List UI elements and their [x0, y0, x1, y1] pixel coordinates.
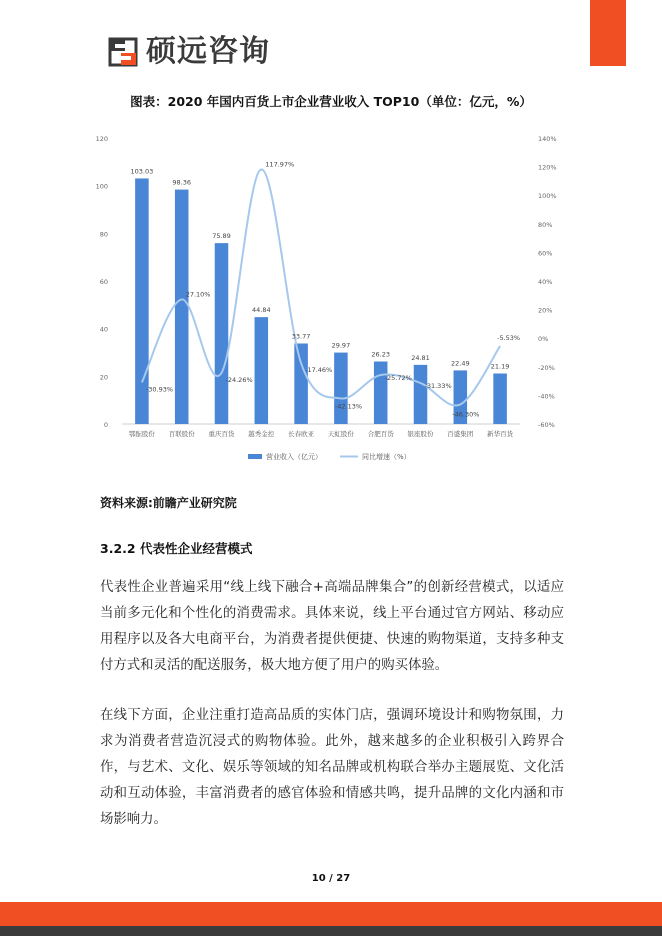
brand-s-logo-icon [108, 37, 138, 67]
revenue-data-label: 103.03 [130, 167, 154, 176]
revenue-data-label: 22.49 [450, 359, 470, 368]
y-left-tick-label: 60 [99, 278, 108, 286]
legend-revenue-label: 营业收入（亿元） [266, 453, 322, 461]
brand-name: 硕远咨询 [146, 34, 270, 69]
growth-data-label: -5.53% [497, 334, 521, 343]
revenue-data-label: 24.81 [411, 353, 430, 362]
revenue-bar [493, 373, 507, 424]
revenue-data-label: 26.23 [371, 350, 391, 359]
y-right-tick-label: 20% [538, 306, 553, 315]
revenue-data-label: 33.77 [291, 332, 311, 341]
y-right-tick-label: -60% [538, 421, 555, 429]
revenue-data-label: 98.36 [172, 178, 192, 187]
y-right-tick-label: -40% [538, 392, 555, 401]
chart-source: 资料来源:前瞻产业研究院 [100, 496, 237, 510]
paragraph-offline-stores: 在线下方面，企业注重打造高品质的实体门店，强调环境设计和购物氛围，力求为消费者营造沉浸式的购物体验。此外，越来越多的企业积极引入跨界合作，与艺术、文化、娱乐等领域的知名品牌或机构联合举办主题展览、文化活动和互动体验，丰富消费者的感官体验和情感共鸣，提升品牌的文化内涵和市场影响力。 [100, 708, 564, 827]
revenue-data-label: 21.19 [490, 362, 510, 371]
y-right-tick-label: 140% [538, 135, 557, 143]
page-number: 10 / 27 [311, 873, 351, 884]
legend-revenue-swatch [248, 454, 262, 459]
growth-data-label: -46.30% [452, 410, 480, 419]
x-category-label: 合肥百货 [367, 430, 394, 438]
x-category-label: 百联股份 [168, 430, 195, 438]
revenue-data-label: 75.89 [212, 232, 231, 241]
revenue-bar [255, 317, 269, 424]
y-right-tick-label: 60% [538, 249, 553, 258]
x-category-label: 重庆百货 [208, 430, 235, 438]
revenue-data-label: 29.97 [331, 341, 351, 350]
x-category-label: 越秀金控 [248, 430, 275, 438]
paragraph-online-offline-model: 代表性企业普遍采用“线上线下融合+高端品牌集合”的创新经营模式，以适应当前多元化和个性化的消费需求。具体来说，线上平台通过官方网站、移动应用程序以及各大电商平台，为消费者提供便捷、快速的购物渠道，支持多种支付方式和灵活的配送服务，极大地方便了用户的购买体验。 [100, 580, 564, 673]
revenue-bar [334, 353, 348, 424]
y-left-tick-label: 80 [99, 230, 108, 239]
legend-growth-label: 同比增速（%） [362, 453, 411, 461]
y-right-tick-label: 100% [538, 192, 557, 201]
y-left-tick-label: 0 [103, 421, 108, 429]
revenue-bar [215, 243, 229, 424]
y-left-tick-label: 120 [95, 135, 108, 143]
growth-data-label: -42.13% [334, 402, 363, 411]
growth-data-label: -17.46% [305, 366, 333, 375]
growth-data-label: -31.33% [424, 382, 452, 391]
y-right-tick-label: 40% [538, 278, 553, 286]
growth-data-label: 117.97% [265, 160, 295, 169]
growth-data-label: -30.93% [145, 385, 174, 394]
chart-title: 图表：2020 年国内百货上市企业营业收入 TOP10（单位：亿元，%） [130, 94, 532, 109]
growth-data-label: -25.72% [384, 373, 412, 382]
section-heading: 3.2.2 代表性企业经营模式 [100, 541, 253, 556]
y-left-tick-label: 40 [99, 325, 108, 334]
y-right-tick-label: 120% [538, 163, 557, 172]
footer-dark-strip [0, 926, 662, 936]
x-category-label: 百盛集团 [447, 430, 474, 438]
revenue-growth-chart [95, 128, 570, 473]
revenue-bar [374, 361, 388, 424]
x-category-label: 银座股份 [407, 430, 434, 438]
y-right-tick-label: 0% [538, 335, 549, 344]
y-right-tick-label: -20% [538, 363, 555, 372]
growth-data-label: -24.26% [225, 375, 253, 384]
y-left-tick-label: 100 [95, 182, 108, 191]
x-category-label: 鄂酝股份 [128, 430, 155, 438]
growth-data-label: 27.10% [185, 290, 211, 299]
corner-accent-block [590, 0, 626, 66]
revenue-bar [414, 365, 428, 424]
x-category-label: 新华百货 [487, 430, 514, 438]
x-category-label: 天虹股份 [327, 430, 354, 438]
x-category-label: 长春欧亚 [288, 430, 315, 438]
revenue-bar [175, 190, 189, 424]
brand-logo [108, 34, 270, 70]
y-right-tick-label: 80% [538, 220, 553, 229]
revenue-bar [294, 344, 308, 424]
revenue-data-label: 44.84 [251, 306, 271, 315]
y-left-tick-label: 20 [99, 373, 108, 382]
